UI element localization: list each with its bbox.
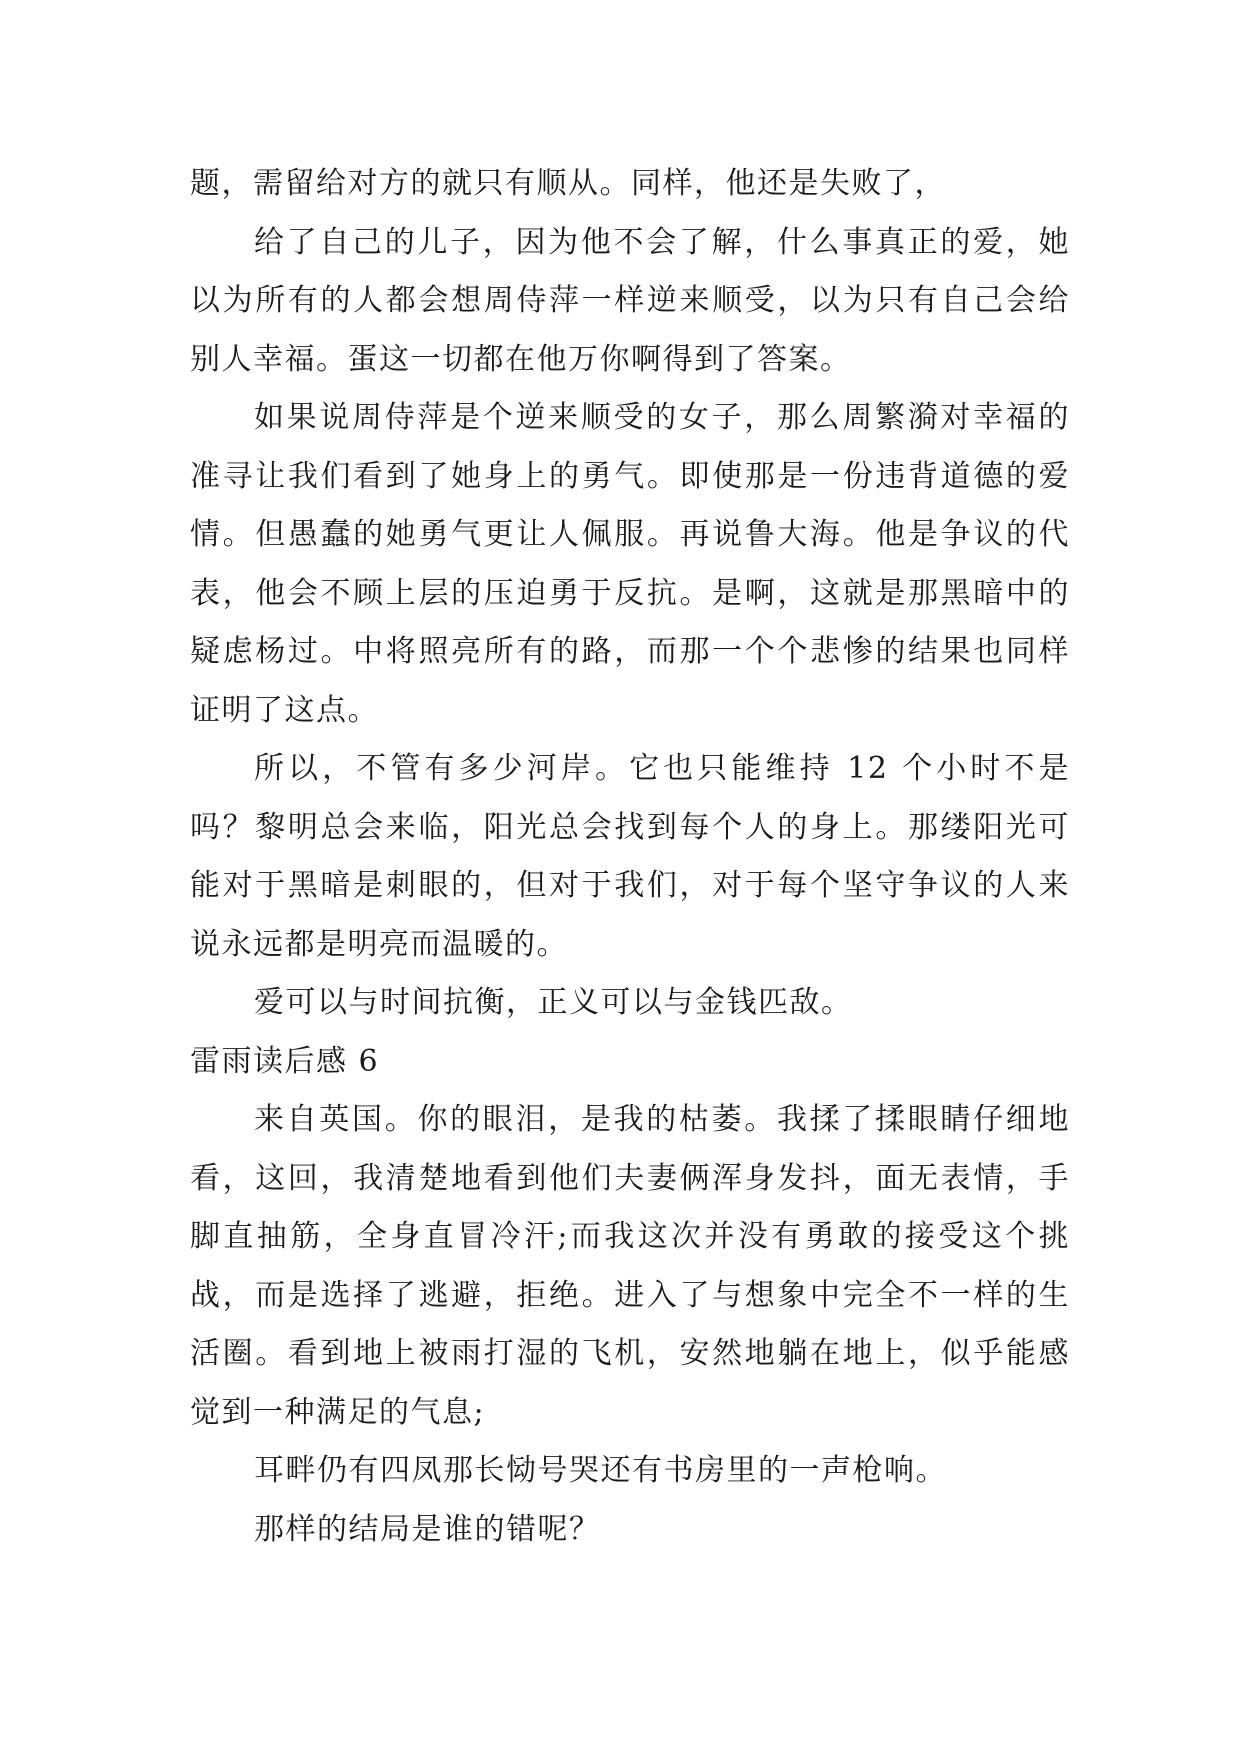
paragraph: 那样的结局是谁的错呢？ <box>254 1511 601 1547</box>
paragraph: 来自英国。你的眼泪，是我的枯萎。我揉了揉眼睛仔细地看，这回，我清楚地看到他们夫妻俩浑身发抖，面无表情，手脚直抽筋，全身直冒冷汗;而我这次并没有勇敢的接受这个挑战，而是选择了逃避，拒绝。进入了与想象中完全不一样的生活圈。看到地上被雨打湿的飞机，安然地躺在地上，似乎能感觉到一种满足的气息; <box>190 1102 1070 1430</box>
paragraph: 给了自己的儿子，因为他不会了解，什么事真正的爱，她以为所有的人都会想周侍萍一样逆来顺受，以为只有自己会给别人幸福。蛋这一切都在他万你啊得到了答案。 <box>190 224 1070 377</box>
document-body <box>190 155 1070 1559</box>
paragraph: 所以，不管有多少河岸。它也只能维持 12 个小时不是吗？黎明总会来临，阳光总会找到每个人的身上。那缕阳光可能对于黑暗是刺眼的，但对于我们，对于每个坚守争议的人来说永远都是明亮而温暖的。 <box>190 751 1070 962</box>
section-heading: 雷雨读后感 6 <box>190 1043 380 1079</box>
paragraph: 爱可以与时间抗衡，正义可以与金钱匹敌。 <box>254 985 853 1020</box>
paragraph: 耳畔仍有四凤那长恸号哭还有书房里的一声枪响。 <box>254 1453 947 1488</box>
paragraph: 如果说周侍萍是个逆来顺受的女子，那么周繁漪对幸福的准寻让我们看到了她身上的勇气。即使那是一份违背道德的爱情。但愚蠢的她勇气更让人佩服。再说鲁大海。他是争议的代表，他会不顾上层的压迫勇于反抗。是啊，这就是那黑暗中的疑虑杨过。中将照亮所有的路，而那一个个悲惨的结果也同样证明了这点。 <box>190 400 1070 728</box>
paragraph: 题，需留给对方的就只有顺从。同样，他还是失败了， <box>190 166 946 201</box>
